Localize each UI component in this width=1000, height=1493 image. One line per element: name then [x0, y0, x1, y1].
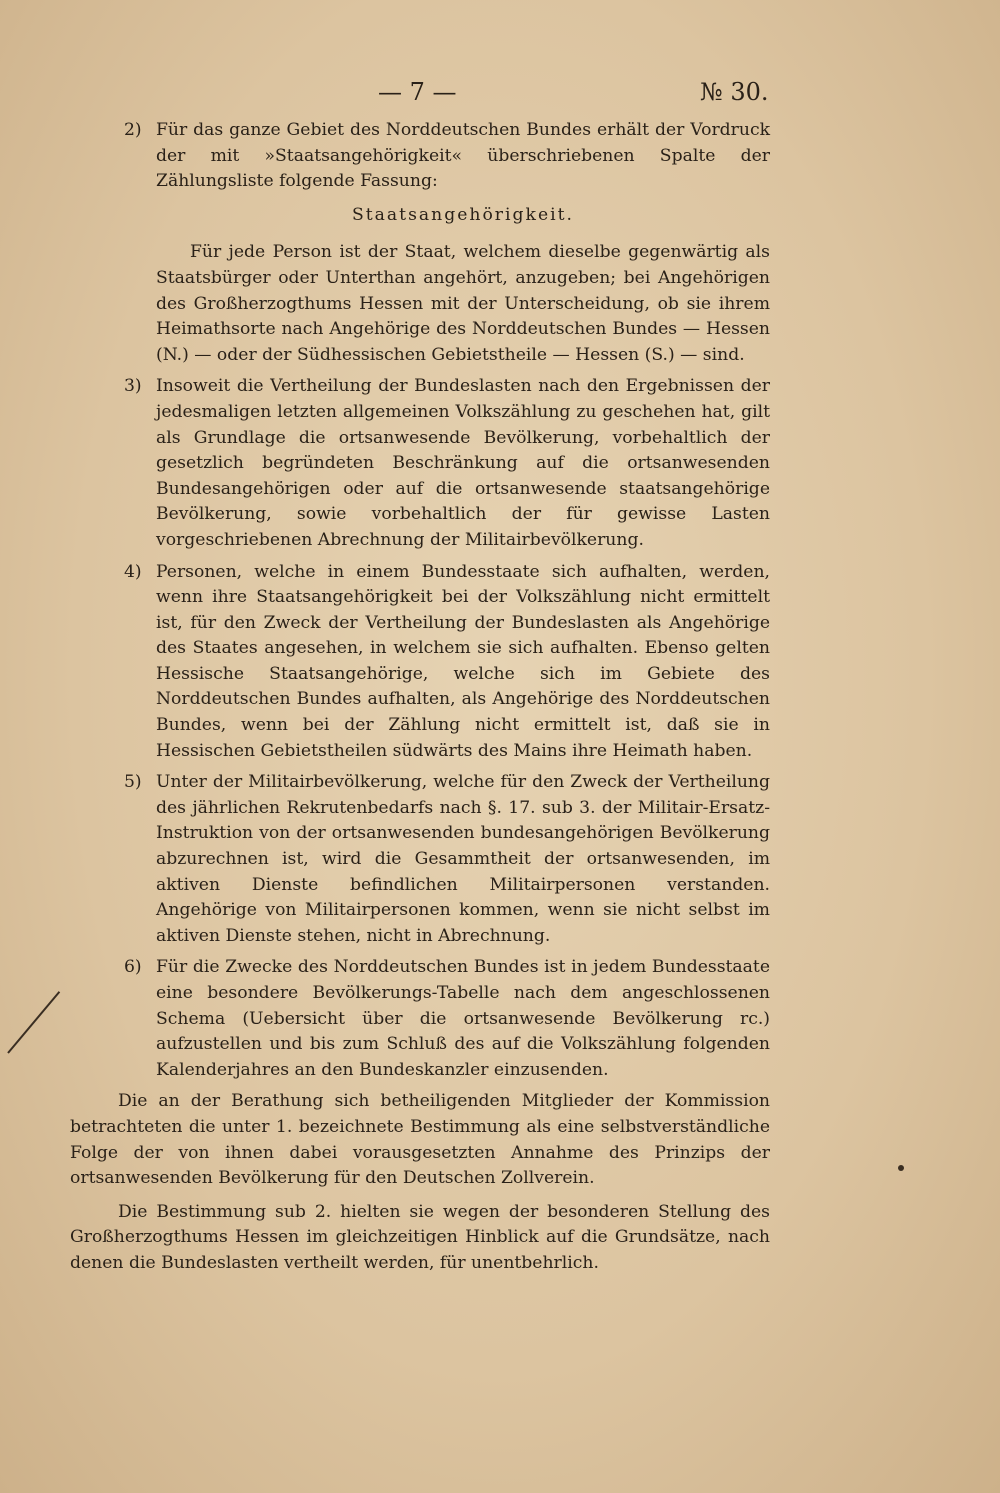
item-number: 3) [124, 376, 142, 397]
pen-mark [7, 991, 60, 1054]
list-item [70, 770, 770, 949]
item-text: Insoweit die Vertheilung der Bundeslasten nach den Ergebnissen der jedesmaligen letzten allgemeinen Volkszählung zu geschehen hat, gilt als Grundlage die ortsanwesende Bevölkerung, vorbehaltlich der gesetzlich begründeten Beschränkung auf die ortsanwesenden Bundesangehörigen oder auf die ortsanwesende staatsangehörige Bevölkerung, sowie vorbehaltlich der für gewisse Lasten vorgeschriebenen Abrechnung der Militairbevölkerung. [156, 376, 770, 550]
list-item [70, 560, 770, 765]
item-text: Personen, welche in einem Bundesstaate sich aufhalten, werden, wenn ihre Staatsangehörigkeit bei der Volkszählung nicht ermittelt ist, für den Zweck der Vertheilung der Bundeslasten als Angehörige des Staates angesehen, in welchem sie sich aufhalten. Ebenso gelten Hessische Staatsangehörige, welche sich im Gebiete des Norddeutschen Bundes aufhalten, als Angehörige des Norddeutschen Bundes, wenn bei der Zählung nicht ermittelt ist, daß sie in Hessischen Gebietstheilen südwärts des Mains ihre Heimath haben. [156, 561, 770, 761]
page-number: — 7 — [378, 78, 457, 106]
item-text: Unter der Militairbevölkerung, welche für den Zweck der Vertheilung des jährlichen Rekrutenbedarfs nach §. 17. sub 3. der Militair-Ersatz-Instruktion von der ortsanwesenden bundesangehörigen Bevölkerung abzurechnen ist, wird die Gesammtheit der ortsanwesenden, im aktiven Dienste befindlichen Militairpersonen verstanden. Angehörige von Militairpersonen kommen, wenn sie nicht selbst im aktiven Dienste stehen, nicht in Abrechnung. [156, 772, 770, 946]
item-number: 5) [124, 772, 142, 793]
document-number: № 30. [700, 78, 769, 106]
paragraph: Die an der Berathung sich betheiligenden Mitglieder der Kommission betrachteten die unter 1. bezeichnete Bestimmung als eine selbstverständliche Folge der von ihnen dabei vorausgesetzten Annahme des Prinzips der ortsanwesenden Bevölkerung für den Deutschen Zollverein. [70, 1091, 770, 1189]
page-header [0, 78, 1000, 110]
item-number: 6) [124, 957, 142, 978]
ink-dot [898, 1165, 904, 1171]
definition-text: Für jede Person ist der Staat, welchem dieselbe gegenwärtig als Staatsbürger oder Unterthan angehört, anzugeben; bei Angehörigen des Großherzogthums Hessen mit der Unterscheidung, ob sie ihrem Heimathsorte nach Angehörige des Norddeutschen Bundes — Hessen (N.) — oder der Südhessischen Gebietstheile — Hessen (S.) — sind. [156, 242, 770, 365]
paragraph: Die Bestimmung sub 2. hielten sie wegen der besonderen Stellung des Großherzogthums Hessen im gleichzeitigen Hinblick auf die Grundsätze, nach denen die Bundeslasten vertheilt werden, für unentbehrlich. [70, 1201, 770, 1273]
list-item [70, 374, 770, 553]
section-heading: Staatsangehörigkeit. [352, 204, 574, 225]
item-number: 2) [124, 120, 142, 140]
body-text [70, 118, 770, 1285]
item-text: Für die Zwecke des Norddeutschen Bundes ist in jedem Bundesstaate eine besondere Bevölkerungs-Tabelle nach dem angeschlossenen Schema (Uebersicht über die ortsanwesende Bevölkerung rc.) aufzustellen und bis zum Schluß des auf die Volkszählung folgenden Kalenderjahres an den Bundeskanzler einzusenden. [156, 957, 770, 1080]
item-text: Für das ganze Gebiet des Norddeutschen Bundes erhält der Vordruck der mit »Staatsangehörigkeit« überschriebenen Spalte der Zählungsliste folgende Fassung: [156, 120, 770, 192]
list-item [70, 955, 770, 1083]
item-number: 4) [124, 561, 142, 582]
list-item [70, 118, 770, 195]
